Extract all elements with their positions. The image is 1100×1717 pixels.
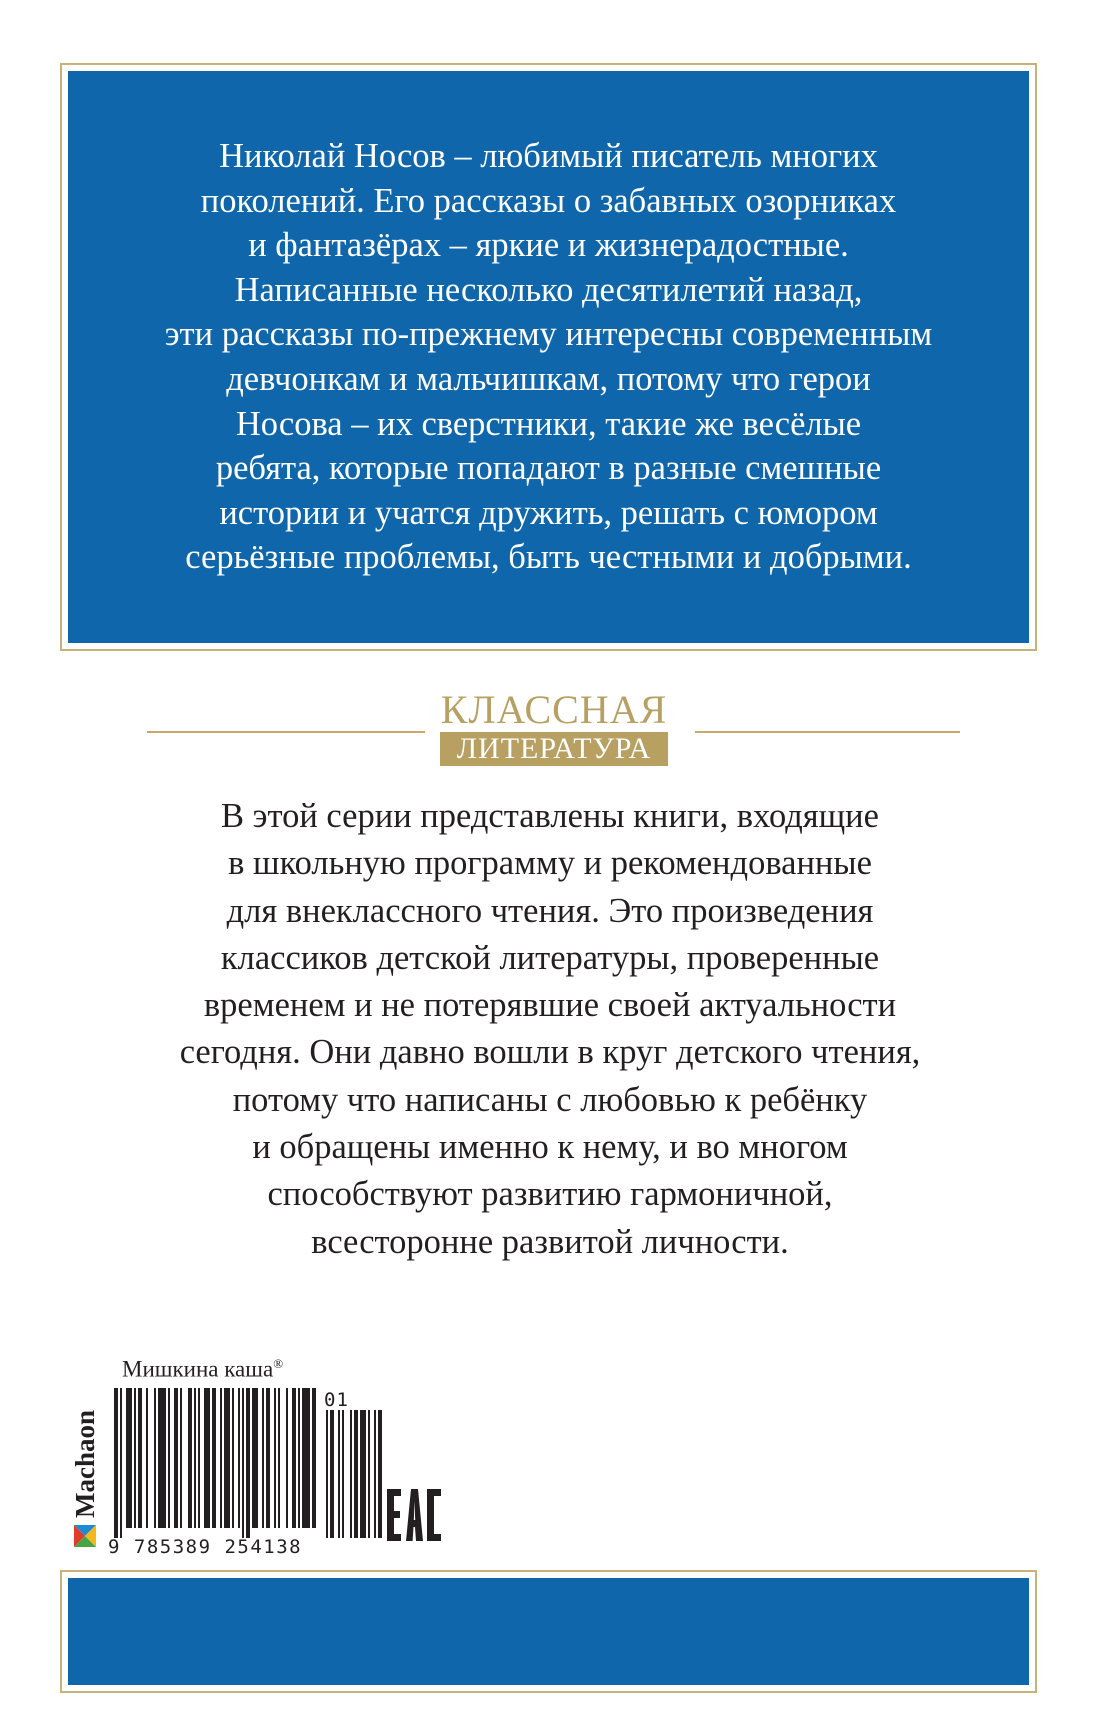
publisher-mark-icon [74,1525,96,1547]
bottom-panel [66,1576,1031,1687]
annotation-line: серьёзные проблемы, быть честными и добрыми. [185,538,912,577]
publisher-logo [70,1398,100,1548]
series-description-line: сегодня. Они давно вошли в круг детского чтения, [179,1033,921,1072]
annotation-line: Написанные несколько десятилетий назад, [234,270,863,309]
series-description-line: временем и не потерявшие своей актуальности [203,986,897,1025]
annotation-line: и фантазёрах – яркие и жизнерадостные. [248,226,849,265]
trademark-symbol: ® [273,1356,284,1371]
book-title [122,1356,283,1383]
series-description-line: и обращены именно к нему, и во многом [252,1128,848,1167]
annotation-line: Николай Носов – любимый писатель многих [219,137,878,176]
annotation-line: Носова – их сверстники, такие же весёлые [235,404,862,443]
series-description-line: всесторонне развитой личности. [311,1222,789,1261]
annotation-line: ребята, которые попадают в разные смешные [215,449,882,488]
eac-mark-icon [385,1485,443,1545]
annotation-line: истории и учатся дружить, решать с юмором [219,493,878,532]
annotation-text [109,134,989,580]
series-description-line: В этой серии представлены книги, входящие [221,797,879,835]
series-description-line: в школьную программу и рекомендованные [228,844,872,883]
annotation-line: поколений. Его рассказы о забавных озорниках [200,181,897,220]
series-description-line: классиков детской литературы, проверенные [220,938,880,977]
series-rule-left [147,731,425,733]
publisher-name: Machaon [70,1410,100,1518]
annotation-line: эти рассказы по-прежнему интересны современным [164,315,933,354]
annotation-line: девчонкам и мальчишкам, потому что герои [226,360,871,398]
series-description-line: потому что написаны с любовью к ребёнку [232,1080,868,1119]
annotation-panel [66,69,1031,645]
book-title-text: Мишкина каша [122,1356,274,1382]
series-name-line1: КЛАССНАЯ [440,687,668,732]
barcode-addon: 01 [324,1389,349,1411]
series-description [100,793,1000,1266]
barcode-digits: 9 785389 254138 [108,1536,303,1558]
series-description-line: способствуют развитию гармоничной, [267,1175,833,1214]
series-description-line: для внеклассного чтения. Это произведения [226,891,874,930]
series-name-line2: ЛИТЕРАТУРА [440,732,668,766]
series-header [0,688,1100,768]
series-rule-right [695,731,960,733]
